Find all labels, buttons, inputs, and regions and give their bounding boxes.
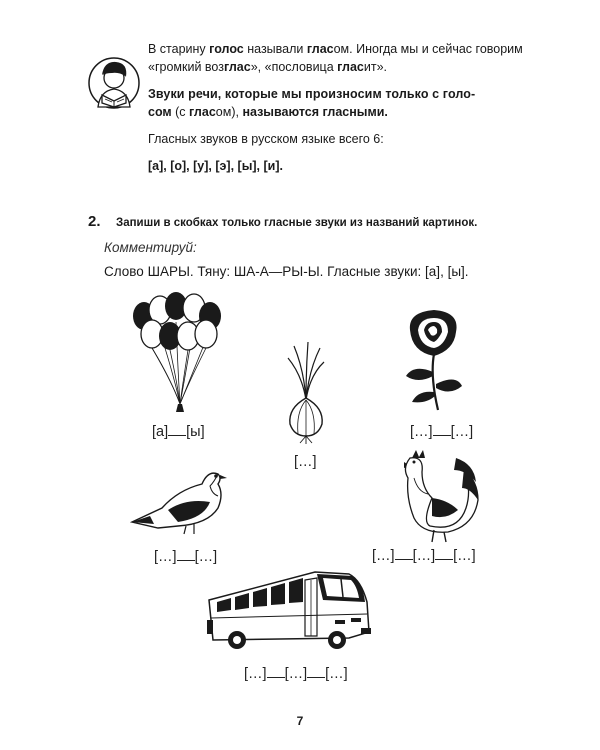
reading-boy-icon [88,55,140,113]
rule-glas-fragment: глас [189,105,216,119]
intro-fragment: В старину [148,42,210,56]
answer-slot[interactable]: […] [410,424,433,440]
intro-fragment: называли [243,42,307,56]
answer-separator-line [168,425,186,436]
rule-paren-open: (с [171,105,190,119]
vowel-list: [а], [о], [у], [э], [ы], [и]. [148,159,283,173]
intro-fragment: », «пословица [250,60,338,74]
answer-slot[interactable]: […] [154,549,177,565]
onion-picture [284,340,328,444]
answer-slot[interactable]: […] [453,548,476,564]
answer-slot[interactable]: […] [412,548,436,564]
answer-slot[interactable]: [а] [152,424,169,440]
answer-slot[interactable]: […] [284,666,308,682]
rule-conclusion: называются гласными. [242,105,388,119]
intro-fragment: глас [306,42,334,56]
answer-separator-line [433,425,451,436]
task-instruction: Запиши в скобках только гласные звуки из названий картинок. [116,217,478,229]
answer-separator-line [307,667,325,678]
rooster-picture [392,448,480,544]
answer-slot[interactable]: […] [194,549,218,565]
task-number: 2. [88,213,101,230]
rose-picture [400,306,466,412]
answer-pigeon [154,549,217,565]
balloons-picture [128,292,228,414]
example-text: Слово ШАРЫ. Тяну: ША-А—РЫ-Ы. Гласные звуки: [а], [ы]. [104,264,469,279]
intro-fragment: ом. Иногда мы и сейчас говорим [333,42,523,56]
rule-line-1: Звуки речи, которые мы произносим только с голо- [148,87,476,101]
rule-sound-fragment: сом [148,105,172,119]
answer-slot[interactable]: […] [244,666,267,682]
answer-rose [410,424,473,440]
rule-paren-close: ом), [215,105,243,119]
vowel-count-line: Гласных звуков в русском языке всего 6: [148,132,384,146]
bus-picture [205,562,379,652]
rule-line-2 [148,103,548,121]
intro-fragment: голос [209,42,244,56]
answer-separator-line [435,549,453,560]
answer-separator-line [267,667,285,678]
answer-slot[interactable]: [ы] [186,424,205,440]
answer-rooster [372,548,476,564]
answer-separator-line [395,549,413,560]
answer-bus [244,666,348,682]
answer-slot[interactable]: […] [325,666,348,682]
answer-balloons [152,424,205,440]
intro-fragment: «громкий воз [148,60,224,74]
intro-fragment: ит». [363,60,388,74]
answer-slot[interactable]: […] [450,424,474,440]
intro-text [148,40,548,175]
comment-label: Комментируй: [104,240,197,255]
intro-fragment: глас [223,60,251,74]
answer-separator-line [177,550,195,561]
answer-slot[interactable]: […] [294,454,317,470]
pigeon-picture [128,462,228,536]
answer-slot[interactable]: […] [372,548,395,564]
intro-line-2 [148,58,548,76]
answer-onion [294,454,317,470]
intro-fragment: глас [337,60,364,74]
page-number: 7 [296,714,304,728]
intro-line-1 [148,40,548,58]
